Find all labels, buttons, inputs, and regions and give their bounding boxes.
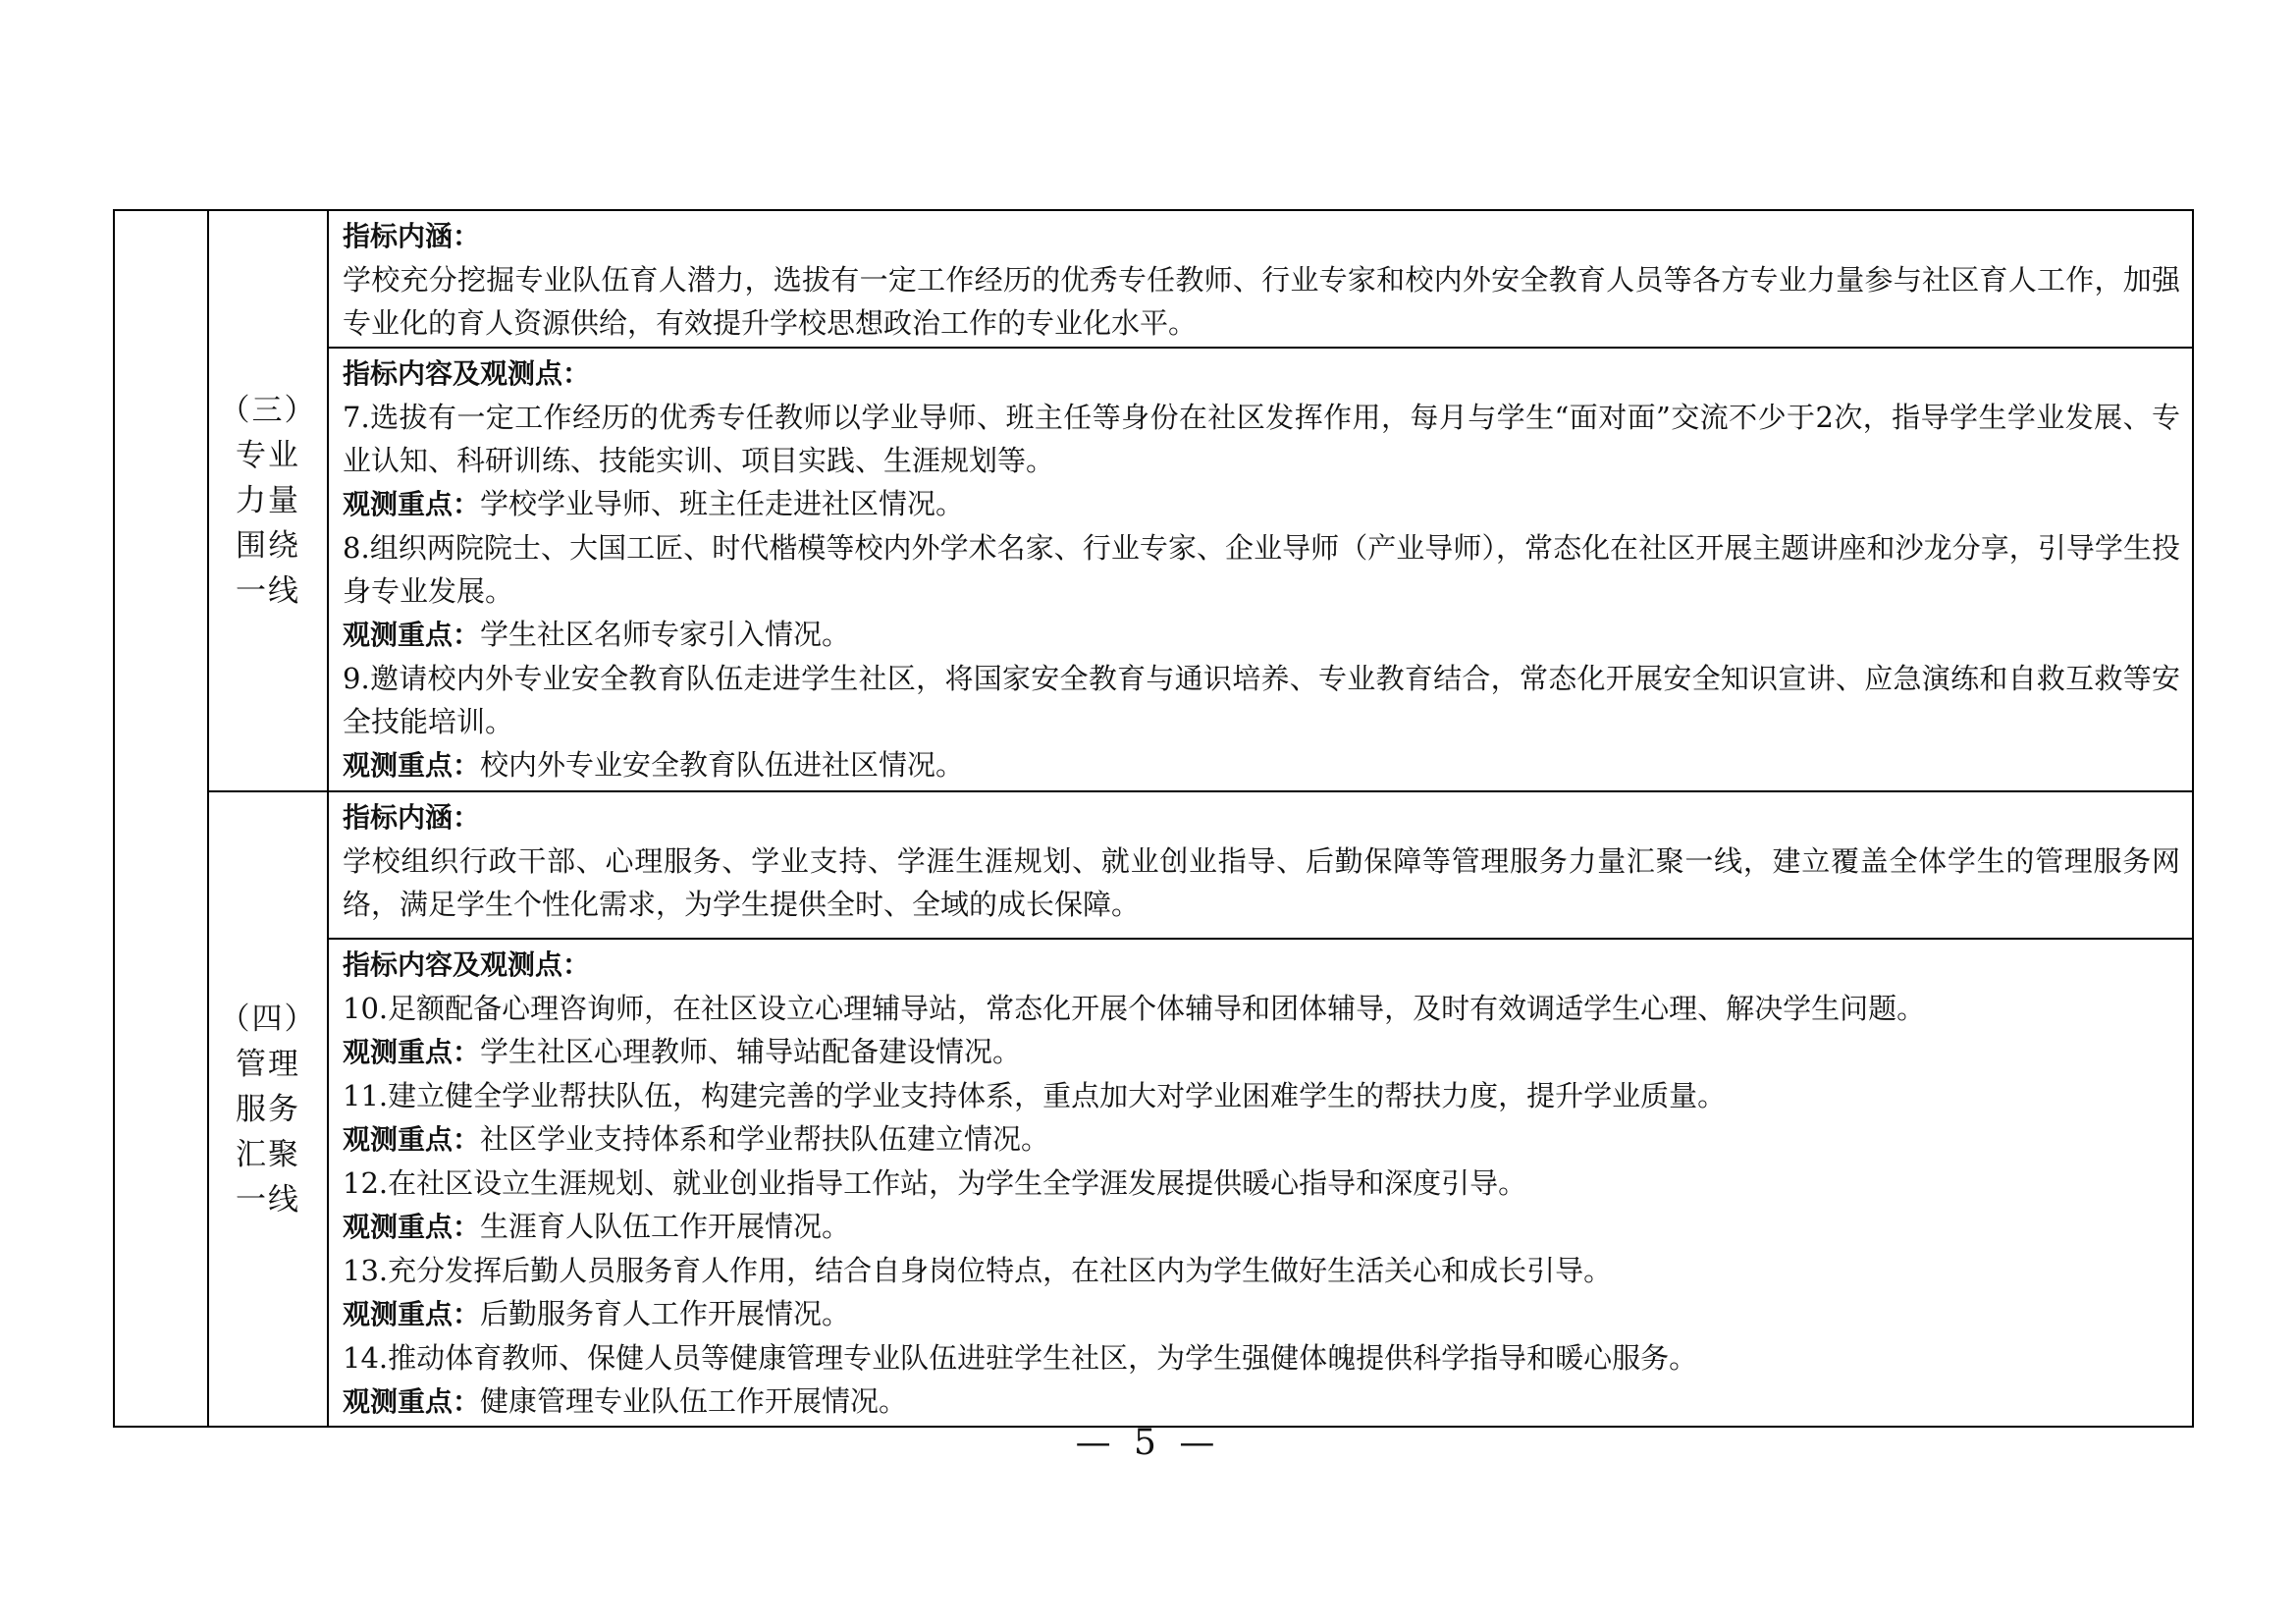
observation-point bbox=[343, 1292, 2180, 1336]
section4-label-line: 管理 bbox=[236, 1046, 300, 1082]
section4-label-line: （四） bbox=[219, 1001, 317, 1037]
observation-label: 观测重点： bbox=[343, 1298, 481, 1330]
observation-text: 后勤服务育人工作开展情况。 bbox=[480, 1297, 851, 1330]
observation-text: 学生社区名师专家引入情况。 bbox=[480, 618, 851, 651]
observation-point bbox=[343, 1117, 2180, 1162]
observation-label: 观测重点： bbox=[343, 1385, 481, 1418]
section3-label-line: 一线 bbox=[236, 573, 300, 609]
section3-category-label bbox=[208, 210, 328, 791]
section4-category-label bbox=[208, 791, 328, 1427]
section3-content-heading: 指标内容及观测点： bbox=[343, 357, 591, 390]
observation-text: 学生社区心理教师、辅导站配备建设情况。 bbox=[480, 1035, 1022, 1068]
observation-text: 学校学业导师、班主任走进社区情况。 bbox=[480, 487, 965, 520]
section3-label-line: 围绕 bbox=[236, 528, 300, 564]
indicator-item-10: 10.足额配备心理咨询师，在社区设立心理辅导站，常态化开展个体辅导和团体辅导，及时有效调适学生心理、解决学生问题。 bbox=[343, 992, 1926, 1025]
section4-content-row bbox=[114, 939, 2193, 1427]
observation-label: 观测重点： bbox=[343, 1036, 481, 1068]
section3-content-row bbox=[114, 348, 2193, 791]
indicator-item-7: 7.选拔有一定工作经历的优秀专任教师以学业导师、班主任等身份在社区发挥作用，每月与学生“面对面”交流不少于2次，指导学生学业发展、专业认知、科研训练、技能实训、项目实践、生涯规划等。 bbox=[343, 401, 2180, 477]
observation-text: 生涯育人队伍工作开展情况。 bbox=[480, 1210, 851, 1243]
indicator-item-13: 13.充分发挥后勤人员服务育人作用，结合自身岗位特点，在社区内为学生做好生活关心和成长引导。 bbox=[343, 1254, 1613, 1287]
observation-point bbox=[343, 482, 2180, 526]
section4-label-line: 汇聚 bbox=[236, 1136, 300, 1172]
section3-connotation-heading: 指标内涵： bbox=[343, 220, 481, 252]
section4-label-line: 一线 bbox=[236, 1181, 300, 1218]
section4-connotation-row bbox=[114, 791, 2193, 939]
indicator-item-12: 12.在社区设立生涯规划、就业创业指导工作站，为学生全学涯发展提供暖心指导和深度引导。 bbox=[343, 1166, 1527, 1200]
section3-label-line: 专业 bbox=[236, 438, 300, 473]
section4-connotation-text: 学校组织行政干部、心理服务、学业支持、学涯生涯规划、就业创业指导、后勤保障等管理服务力量汇聚一线，建立覆盖全体学生的管理服务网络，满足学生个性化需求，为学生提供全时、全域的成长保障。 bbox=[343, 844, 2180, 921]
page-number: — 5 — bbox=[1075, 1423, 1221, 1463]
observation-label: 观测重点： bbox=[343, 749, 481, 782]
indicator-item-14: 14.推动体育教师、保健人员等健康管理专业队伍进驻学生社区，为学生强健体魄提供科学指导和暖心服务。 bbox=[343, 1341, 1698, 1375]
indicator-item-11: 11.建立健全学业帮扶队伍，构建完善的学业支持体系，重点加大对学业困难学生的帮扶力度，提升学业质量。 bbox=[343, 1079, 1727, 1112]
observation-label: 观测重点： bbox=[343, 1123, 481, 1156]
observation-label: 观测重点： bbox=[343, 619, 481, 651]
section3-label-line: 力量 bbox=[236, 483, 300, 518]
outer-category-cell bbox=[114, 210, 208, 1427]
indicator-table bbox=[113, 209, 2194, 1428]
section3-connotation-text: 学校充分挖掘专业队伍育人潜力，选拔有一定工作经历的优秀专任教师、行业专家和校内外安全教育人员等各方专业力量参与社区育人工作，加强专业化的育人资源供给，有效提升学校思想政治工作的专业化水平。 bbox=[343, 263, 2180, 340]
section4-connotation-cell bbox=[328, 791, 2193, 939]
section3-connotation-row bbox=[114, 210, 2193, 348]
section4-label-line: 服务 bbox=[236, 1091, 300, 1127]
observation-point bbox=[343, 743, 2180, 787]
section3-connotation-cell bbox=[328, 210, 2193, 348]
section4-content-heading: 指标内容及观测点： bbox=[343, 948, 591, 981]
section4-content-cell bbox=[328, 939, 2193, 1427]
observation-text: 社区学业支持体系和学业帮扶队伍建立情况。 bbox=[480, 1122, 1050, 1156]
indicator-item-8: 8.组织两院院士、大国工匠、时代楷模等校内外学术名家、行业专家、企业导师（产业导师），常态化在社区开展主题讲座和沙龙分享，引导学生投身专业发展。 bbox=[343, 531, 2180, 608]
observation-point bbox=[343, 613, 2180, 657]
observation-label: 观测重点： bbox=[343, 488, 481, 520]
observation-text: 校内外专业安全教育队伍进社区情况。 bbox=[480, 748, 965, 782]
indicator-item-9: 9.邀请校内外专业安全教育队伍走进学生社区，将国家安全教育与通识培养、专业教育结合，常态化开展安全知识宣讲、应急演练和自救互救等安全技能培训。 bbox=[343, 662, 2180, 738]
observation-point bbox=[343, 1205, 2180, 1249]
section3-label-line: （三） bbox=[219, 393, 317, 428]
observation-point bbox=[343, 1380, 2180, 1424]
observation-text: 健康管理专业队伍工作开展情况。 bbox=[480, 1384, 908, 1418]
section3-content-cell bbox=[328, 348, 2193, 791]
observation-label: 观测重点： bbox=[343, 1211, 481, 1243]
section4-connotation-heading: 指标内涵： bbox=[343, 801, 481, 834]
observation-point bbox=[343, 1030, 2180, 1074]
